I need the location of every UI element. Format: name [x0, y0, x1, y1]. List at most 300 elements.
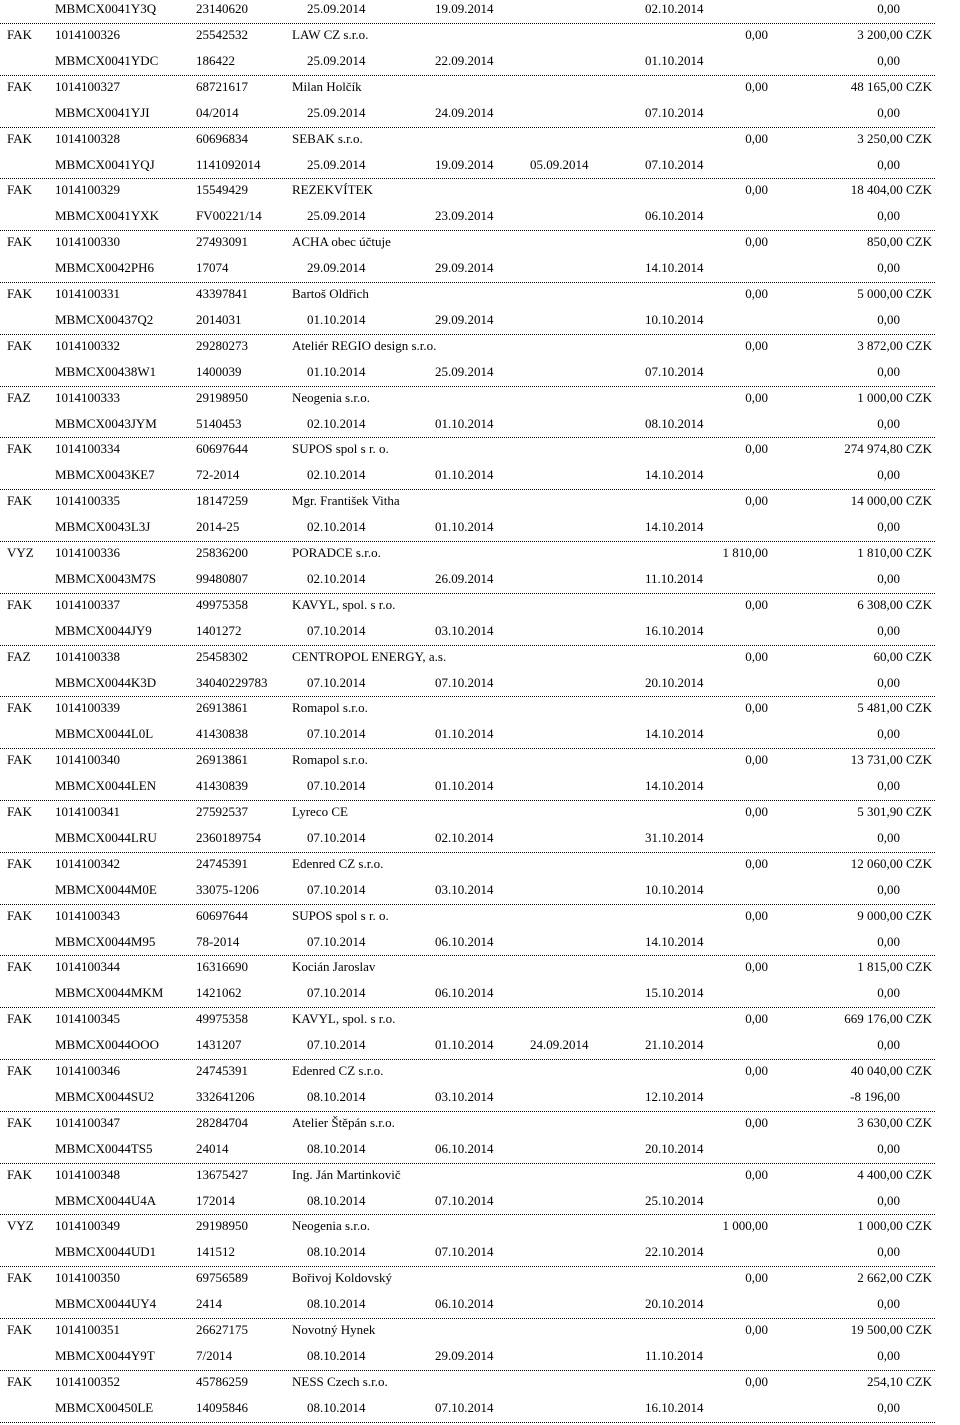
invoice-type: FAK [7, 1114, 33, 1130]
partner-id: 26913861 [196, 752, 248, 768]
partner-name: SUPOS spol s r. o. [292, 441, 389, 457]
partner-id: 27592537 [196, 803, 248, 819]
variable-symbol: MBMCX0044MKM [55, 985, 164, 1001]
partner-name: REZEKVÍTEK [292, 182, 373, 198]
partner-name: Novotný Hynek [292, 1321, 376, 1337]
remaining-amount: 0,00 [877, 674, 900, 690]
issue-date: 01.10.2014 [307, 363, 366, 379]
invoice-detail-row [0, 829, 960, 847]
document-number: 72-2014 [196, 467, 240, 483]
partner-id: 28284704 [196, 1114, 248, 1130]
received-date: 23.09.2014 [435, 208, 494, 224]
invoice-type: FAK [7, 1166, 33, 1182]
invoice-entry [0, 1062, 960, 1114]
document-number: 1401272 [196, 622, 242, 638]
invoice-amount: 5 000,00 CZK [857, 285, 932, 301]
invoice-head-row [0, 389, 960, 407]
invoice-head-row [0, 440, 960, 458]
remaining-amount: 0,00 [877, 415, 900, 431]
row-separator [0, 955, 935, 956]
invoice-type: FAK [7, 803, 33, 819]
received-date: 01.10.2014 [435, 726, 494, 742]
row-separator [0, 645, 935, 646]
partner-name: PORADCE s.r.o. [292, 544, 381, 560]
invoice-amount: 1 000,00 CZK [857, 389, 932, 405]
received-date: 01.10.2014 [435, 778, 494, 794]
partner-name: Edenred CZ s.r.o. [292, 1062, 384, 1078]
due-date: 10.10.2014 [645, 311, 704, 327]
invoice-entry [0, 389, 960, 441]
due-date: 12.10.2014 [645, 1088, 704, 1104]
remaining-amount: 0,00 [877, 467, 900, 483]
variable-symbol: MBMCX0043L3J [55, 519, 151, 535]
row-separator [0, 1059, 935, 1060]
invoice-detail-row [0, 777, 960, 795]
paid-amount: 0,00 [745, 234, 768, 250]
due-date: 14.10.2014 [645, 519, 704, 535]
row-separator [0, 437, 935, 438]
document-number: 04/2014 [196, 104, 239, 120]
partner-name: Mgr. František Vitha [292, 493, 400, 509]
invoice-amount: 3 630,00 CZK [857, 1114, 932, 1130]
partner-name: Edenred CZ s.r.o. [292, 855, 384, 871]
partner-id: 29280273 [196, 337, 248, 353]
invoice-amount: 5 301,90 CZK [857, 803, 932, 819]
received-date: 01.10.2014 [435, 519, 494, 535]
issue-date: 29.09.2014 [307, 260, 366, 276]
invoice-detail-row [0, 156, 960, 174]
invoice-detail-row [0, 52, 960, 70]
invoice-number: 1014100338 [55, 648, 120, 664]
due-date: 25.10.2014 [645, 1192, 704, 1208]
paid-amount: 0,00 [745, 596, 768, 612]
variable-symbol: MBMCX0044K3D [55, 674, 157, 690]
paid-amount: 0,00 [745, 1114, 768, 1130]
partner-id: 25542532 [196, 27, 248, 42]
invoice-detail-row [0, 363, 960, 381]
document-number: 99480807 [196, 570, 248, 586]
row-separator [0, 75, 935, 76]
received-date: 06.10.2014 [435, 985, 494, 1001]
invoice-head-row [0, 907, 960, 925]
row-separator [0, 1422, 935, 1423]
invoice-entry [0, 596, 960, 648]
invoice-amount: 9 000,00 CZK [857, 907, 932, 923]
invoice-amount: 4 400,00 CZK [857, 1166, 932, 1182]
remaining-amount: 0,00 [877, 933, 900, 949]
invoice-detail-row [0, 415, 960, 433]
due-date: 14.10.2014 [645, 726, 704, 742]
received-date: 29.09.2014 [435, 1347, 494, 1363]
issue-date: 02.10.2014 [307, 415, 366, 431]
received-date: 07.10.2014 [435, 1192, 494, 1208]
row-separator [0, 1111, 935, 1112]
invoice-head-row [0, 1217, 960, 1235]
document-number: 33075-1206 [196, 881, 259, 897]
invoice-number: 1014100328 [55, 130, 120, 146]
due-date: 14.10.2014 [645, 467, 704, 483]
invoice-type: FAK [7, 752, 33, 768]
due-date: 20.10.2014 [645, 1140, 704, 1156]
invoice-detail-row [0, 1192, 960, 1210]
remaining-amount: 0,00 [877, 156, 900, 172]
invoice-type: FAK [7, 78, 33, 94]
due-date: 31.10.2014 [645, 829, 704, 845]
invoice-head-row [0, 1010, 960, 1028]
invoice-number: 1014100329 [55, 182, 120, 198]
partner-id: 29198950 [196, 389, 248, 405]
received-date: 07.10.2014 [435, 1399, 494, 1415]
invoice-number: 1014100346 [55, 1062, 120, 1078]
invoice-amount: 60,00 CZK [873, 648, 932, 664]
partner-id: 49975358 [196, 1011, 248, 1027]
variable-symbol: MBMCX0044M95 [55, 933, 156, 949]
due-date: 16.10.2014 [645, 1399, 704, 1415]
document-number: 5140453 [196, 415, 242, 431]
remaining-amount: 0,00 [877, 519, 900, 535]
received-date: 06.10.2014 [435, 933, 494, 949]
invoice-entry [0, 233, 960, 285]
invoice-head-row [0, 233, 960, 251]
paid-amount: 0,00 [745, 959, 768, 975]
row-separator [0, 1266, 935, 1267]
issue-date: 07.10.2014 [307, 881, 366, 897]
row-separator [0, 23, 935, 24]
partner-name: SEBAK s.r.o. [292, 130, 363, 146]
variable-symbol: MBMCX0041Y3Q [55, 1, 157, 16]
document-number: 2014031 [196, 311, 242, 327]
invoice-entry [0, 699, 960, 751]
remaining-amount: 0,00 [877, 208, 900, 224]
invoice-detail-row [0, 881, 960, 899]
invoice-entry [0, 907, 960, 959]
partner-name: Neogenia s.r.o. [292, 1218, 370, 1234]
variable-symbol: MBMCX00437Q2 [55, 311, 154, 327]
invoice-detail-row [0, 259, 960, 277]
issue-date: 07.10.2014 [307, 778, 366, 794]
invoice-number: 1014100347 [55, 1114, 120, 1130]
partner-id: 43397841 [196, 285, 248, 301]
due-date: 07.10.2014 [645, 363, 704, 379]
invoice-entry [0, 130, 960, 182]
partner-name: Kocián Jaroslav [292, 959, 376, 975]
received-date: 07.10.2014 [435, 1244, 494, 1260]
invoice-number: 1014100339 [55, 700, 120, 716]
invoice-entry [0, 1166, 960, 1218]
invoice-head-row [0, 285, 960, 303]
invoice-type: FAK [7, 959, 33, 975]
invoice-entry [0, 440, 960, 492]
invoice-head-row [0, 26, 960, 44]
paid-amount: 0,00 [745, 1011, 768, 1027]
variable-symbol: MBMCX0044LEN [55, 778, 157, 794]
row-separator [0, 1318, 935, 1319]
document-number: FV00221/14 [196, 208, 262, 224]
due-date: 01.10.2014 [645, 53, 704, 68]
row-separator [0, 1370, 935, 1371]
due-date: 16.10.2014 [645, 622, 704, 638]
invoice-amount: 40 040,00 CZK [850, 1062, 932, 1078]
document-number: 2360189754 [196, 829, 261, 845]
row-separator [0, 748, 935, 749]
variable-symbol: MBMCX0044U4A [55, 1192, 157, 1208]
invoice-type: FAK [7, 27, 33, 42]
partner-id: 68721617 [196, 78, 248, 94]
variable-symbol: MBMCX00438W1 [55, 363, 157, 379]
row-separator [0, 1163, 935, 1164]
document-number: 141512 [196, 1244, 235, 1260]
remaining-amount: 0,00 [877, 1037, 900, 1053]
invoice-entry [0, 181, 960, 233]
invoice-entry [0, 26, 960, 78]
remaining-amount: 0,00 [877, 311, 900, 327]
partner-name: Ing. Ján Martinkovič [292, 1166, 401, 1182]
invoice-head-row [0, 544, 960, 562]
paid-amount: 0,00 [745, 1062, 768, 1078]
paid-amount: 0,00 [745, 1270, 768, 1286]
extra-date: 05.09.2014 [530, 156, 589, 172]
remaining-amount: 0,00 [877, 1347, 900, 1363]
issue-date: 08.10.2014 [307, 1140, 366, 1156]
paid-amount: 1 810,00 [722, 544, 768, 560]
partner-id: 18147259 [196, 493, 248, 509]
invoice-type: FAK [7, 700, 33, 716]
remaining-amount: 0,00 [877, 53, 900, 68]
received-date: 03.10.2014 [435, 622, 494, 638]
variable-symbol: MBMCX0044LRU [55, 829, 157, 845]
partner-id: 45786259 [196, 1373, 248, 1389]
invoice-number: 1014100335 [55, 493, 120, 509]
document-number: 2014-25 [196, 519, 240, 535]
received-date: 19.09.2014 [435, 1, 494, 16]
invoice-detail-row [0, 984, 960, 1002]
invoice-amount: 19 500,00 CZK [850, 1321, 932, 1337]
invoice-entry [0, 544, 960, 596]
variable-symbol: MBMCX0043M7S [55, 570, 157, 586]
document-number: 1431207 [196, 1037, 242, 1053]
paid-amount: 0,00 [745, 700, 768, 716]
invoice-type: VYZ [7, 1218, 34, 1234]
partner-id: 69756589 [196, 1270, 248, 1286]
issue-date: 08.10.2014 [307, 1192, 366, 1208]
issue-date: 07.10.2014 [307, 726, 366, 742]
document-number: 186422 [196, 53, 235, 68]
document-number: 172014 [196, 1192, 235, 1208]
invoice-type: FAK [7, 441, 33, 457]
row-separator [0, 904, 935, 905]
invoice-head-row [0, 1114, 960, 1132]
extra-date: 24.09.2014 [530, 1037, 589, 1053]
invoice-detail-row [0, 1088, 960, 1106]
variable-symbol: MBMCX0041YJI [55, 104, 150, 120]
paid-amount: 0,00 [745, 337, 768, 353]
issue-date: 07.10.2014 [307, 622, 366, 638]
invoice-number: 1014100345 [55, 1011, 120, 1027]
row-separator [0, 541, 935, 542]
invoice-entry [0, 803, 960, 855]
invoice-entry [0, 1217, 960, 1269]
due-date: 22.10.2014 [645, 1244, 704, 1260]
row-separator [0, 852, 935, 853]
variable-symbol: MBMCX0044UD1 [55, 1244, 157, 1260]
partner-name: Bořivoj Koldovský [292, 1270, 393, 1286]
invoice-entry [0, 1010, 960, 1062]
remaining-amount: 0,00 [877, 363, 900, 379]
invoice-type: FAK [7, 182, 33, 198]
invoice-detail-row [0, 466, 960, 484]
invoice-amount: 274 974,80 CZK [844, 441, 932, 457]
partner-name: ACHA obec účtuje [292, 234, 391, 250]
document-number: 41430838 [196, 726, 248, 742]
invoice-number: 1014100344 [55, 959, 120, 975]
paid-amount: 0,00 [745, 803, 768, 819]
variable-symbol: MBMCX0042PH6 [55, 260, 154, 276]
received-date: 24.09.2014 [435, 104, 494, 120]
document-number: 41430839 [196, 778, 248, 794]
invoice-type: FAK [7, 855, 33, 871]
remaining-amount: 0,00 [877, 1192, 900, 1208]
invoice-head-row [0, 337, 960, 355]
partner-name: Milan Holčík [292, 78, 362, 94]
row-separator [0, 127, 935, 128]
due-date: 07.10.2014 [645, 104, 704, 120]
document-number: 1421062 [196, 985, 242, 1001]
invoice-number: 1014100326 [55, 27, 120, 42]
invoice-head-row [0, 1269, 960, 1287]
document-number: 1400039 [196, 363, 242, 379]
invoice-amount: 2 662,00 CZK [857, 1270, 932, 1286]
partner-id: 60696834 [196, 130, 248, 146]
invoice-type: FAK [7, 493, 33, 509]
paid-amount: 0,00 [745, 855, 768, 871]
document-number: 34040229783 [196, 674, 268, 690]
invoice-head-row [0, 596, 960, 614]
partner-id: 60697644 [196, 907, 248, 923]
invoice-entry [0, 648, 960, 700]
invoice-amount: 3 200,00 CZK [857, 27, 932, 42]
received-date: 29.09.2014 [435, 311, 494, 327]
invoice-entry [0, 0, 960, 26]
partner-id: 13675427 [196, 1166, 248, 1182]
invoice-entry [0, 492, 960, 544]
issue-date: 25.09.2014 [307, 208, 366, 224]
paid-amount: 0,00 [745, 493, 768, 509]
partner-id: 26627175 [196, 1321, 248, 1337]
row-separator [0, 489, 935, 490]
partner-id: 25458302 [196, 648, 248, 664]
invoice-entry [0, 958, 960, 1010]
invoice-head-row [0, 1373, 960, 1391]
invoice-detail-row [0, 622, 960, 640]
invoice-detail-row [0, 1399, 960, 1417]
invoice-detail-row [0, 311, 960, 329]
document-number: 78-2014 [196, 933, 240, 949]
issue-date: 08.10.2014 [307, 1399, 366, 1415]
issue-date: 07.10.2014 [307, 933, 366, 949]
issue-date: 08.10.2014 [307, 1088, 366, 1104]
invoice-number: 1014100352 [55, 1373, 120, 1389]
remaining-amount: 0,00 [877, 260, 900, 276]
invoice-type: FAK [7, 130, 33, 146]
invoice-detail-row [0, 933, 960, 951]
partner-id: 27493091 [196, 234, 248, 250]
received-date: 19.09.2014 [435, 156, 494, 172]
invoice-head-row [0, 803, 960, 821]
received-date: 22.09.2014 [435, 53, 494, 68]
invoice-entry [0, 855, 960, 907]
invoice-type: FAK [7, 337, 33, 353]
issue-date: 01.10.2014 [307, 311, 366, 327]
variable-symbol: MBMCX00450LE [55, 1399, 154, 1415]
issue-date: 08.10.2014 [307, 1296, 366, 1312]
remaining-amount: 0,00 [877, 570, 900, 586]
variable-symbol: MBMCX0044Y9T [55, 1347, 155, 1363]
remaining-amount: 0,00 [877, 104, 900, 120]
variable-symbol: MBMCX0044UY4 [55, 1296, 157, 1312]
partner-id: 60697644 [196, 441, 248, 457]
received-date: 06.10.2014 [435, 1296, 494, 1312]
invoice-type: FAK [7, 1373, 33, 1389]
invoice-amount: 14 000,00 CZK [850, 493, 932, 509]
invoice-detail-row [0, 207, 960, 225]
paid-amount: 0,00 [745, 648, 768, 664]
received-date: 06.10.2014 [435, 1140, 494, 1156]
due-date: 11.10.2014 [645, 570, 704, 586]
remaining-amount: 0,00 [877, 622, 900, 638]
invoice-detail-row [0, 725, 960, 743]
partner-name: KAVYL, spol. s r.o. [292, 596, 396, 612]
partner-name: Romapol s.r.o. [292, 752, 368, 768]
row-separator [0, 800, 935, 801]
invoice-number: 1014100334 [55, 441, 120, 457]
due-date: 07.10.2014 [645, 156, 704, 172]
partner-name: NESS Czech s.r.o. [292, 1373, 388, 1389]
invoice-head-row [0, 492, 960, 510]
partner-name: Ateliér REGIO design s.r.o. [292, 337, 437, 353]
remaining-amount: 0,00 [877, 985, 900, 1001]
paid-amount: 0,00 [745, 130, 768, 146]
issue-date: 07.10.2014 [307, 1037, 366, 1053]
remaining-amount: 0,00 [877, 1399, 900, 1415]
issue-date: 02.10.2014 [307, 467, 366, 483]
partner-id: 49975358 [196, 596, 248, 612]
due-date: 20.10.2014 [645, 674, 704, 690]
document-number: 332641206 [196, 1088, 255, 1104]
variable-symbol: MBMCX0041YQJ [55, 156, 155, 172]
invoice-entry [0, 285, 960, 337]
issue-date: 25.09.2014 [307, 53, 366, 68]
issue-date: 07.10.2014 [307, 985, 366, 1001]
invoice-head-row [0, 958, 960, 976]
received-date: 26.09.2014 [435, 570, 494, 586]
row-separator [0, 696, 935, 697]
partner-name: LAW CZ s.r.o. [292, 27, 369, 42]
invoice-entry [0, 78, 960, 130]
invoice-entry [0, 337, 960, 389]
issue-date: 02.10.2014 [307, 570, 366, 586]
invoice-head-row [0, 648, 960, 666]
paid-amount: 0,00 [745, 907, 768, 923]
issue-date: 25.09.2014 [307, 104, 366, 120]
remaining-amount: 0,00 [877, 1244, 900, 1260]
issue-date: 25.09.2014 [307, 1, 366, 16]
issue-date: 08.10.2014 [307, 1347, 366, 1363]
issue-date: 08.10.2014 [307, 1244, 366, 1260]
invoice-detail-row [0, 674, 960, 692]
invoice-number: 1014100342 [55, 855, 120, 871]
document-number: 2414 [196, 1296, 222, 1312]
invoice-detail-row [0, 104, 960, 122]
